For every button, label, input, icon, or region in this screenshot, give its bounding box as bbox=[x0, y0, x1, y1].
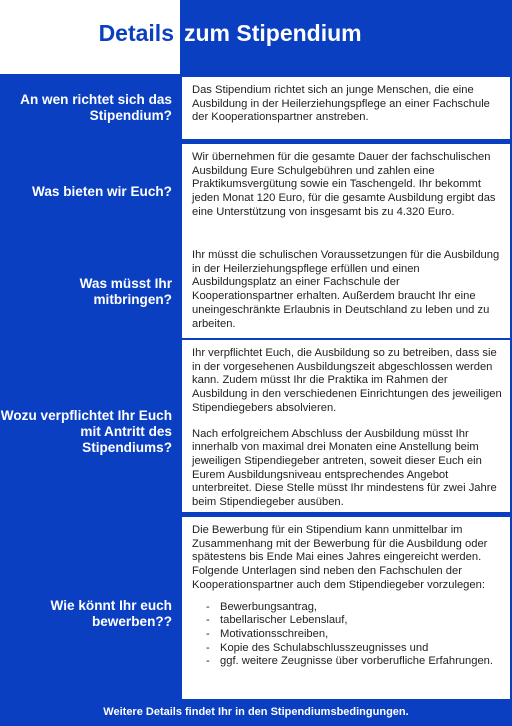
answer-text: Nach erfolgreichem Abschluss der Ausbildung müsst Ihr innerhalb von maximal drei Monaten eine Anstellung beim jeweiligen Stipendiegeber antreten, soweit dieser Euch ein Eurem Ausbildungsniveau entsprechendes Angebot unterbreitet. Diese Stelle müsst Ihr mindestens für zwei Jahre beim Stipendiegeber ausüben. bbox=[192, 427, 497, 509]
page-title-part1: Details bbox=[98, 20, 174, 46]
list-item-text: tabellarischer Lebenslauf, bbox=[220, 614, 348, 627]
document-list bbox=[192, 601, 504, 670]
list-item-text: Bewerbungsantrag, bbox=[220, 600, 318, 613]
list-item bbox=[192, 655, 504, 669]
bullet-marker: - bbox=[206, 641, 210, 654]
content-area bbox=[0, 74, 512, 726]
bullet-marker: - bbox=[206, 600, 210, 613]
answer-card-application bbox=[182, 517, 510, 699]
question-audience: An wen richtet sich das Stipendium? bbox=[20, 92, 172, 123]
header-left-panel bbox=[0, 0, 180, 74]
answer-text: Wir übernehmen für die gesamte Dauer der fachschulischen Ausbildung Eure Schulgebühren und zahlen eine Praktikumsvergütung sowie ein Taschengeld. Ihr bekommt jeden Monat 120 Euro, für die gesamte Ausbildung ergibt das eine Unterstützung von insgesamt bis zu 4.320 Euro. bbox=[192, 151, 496, 218]
list-item bbox=[192, 628, 504, 642]
bullet-marker: - bbox=[206, 627, 210, 640]
list-item-text: Kopie des Schulabschlusszeugnisses und bbox=[220, 641, 429, 654]
list-item bbox=[192, 642, 504, 656]
list-item bbox=[192, 614, 504, 628]
header-right-panel bbox=[180, 0, 512, 74]
question-obligations: Wozu verpflichtet Ihr Euch mit Antritt des Stipendiums? bbox=[0, 408, 172, 455]
answer-text: Ihr müsst die schulischen Voraussetzungen für die Ausbildung in der Heilerziehungspflege erfüllen und einen Ausbildungsplatz an einer Fachschule der Kooperationspartner erhalten. Außerdem braucht Ihr eine uneingeschränkte Erlaubnis in Deutschland zu leben und zu arbeiten. bbox=[192, 249, 500, 330]
bullet-marker: - bbox=[206, 614, 210, 627]
question-offer: Was bieten wir Euch? bbox=[32, 184, 172, 199]
bullet-marker: - bbox=[206, 655, 210, 668]
answer-text: Die Bewerbung für ein Stipendium kann unmittelbar im Zusammenhang mit der Bewerbung für die Ausbildung oder spätestens bis Ende Mai eines Jahres eingereicht werden. Folgende Unterlagen sind neben den Fachschulen der Kooperationspartner auch dem Stipendiegeber vorzulegen: bbox=[192, 524, 488, 591]
answer-card-audience bbox=[182, 77, 510, 139]
answers-column bbox=[180, 74, 512, 726]
footer-note: Weitere Details findet Ihr in den Stipendiumsbedingungen. bbox=[103, 706, 409, 718]
answer-card-requirements bbox=[182, 242, 510, 338]
answer-card-obligations bbox=[182, 340, 510, 512]
answer-text: Ihr verpflichtet Euch, die Ausbildung so zu betreiben, dass sie in der vorgesehenen Ausbildungszeit abgeschlossen werden kann. Zudem müsst Ihr die Praktika im Rahmen der Ausbildung in den verschiedenen Einrichtungen des jeweiligen Stipendiegebers absolvieren. bbox=[192, 347, 502, 414]
question-requirements: Was müsst Ihr mitbringen? bbox=[79, 276, 172, 307]
questions-column bbox=[0, 74, 180, 726]
question-application: Wie könnt Ihr euch bewerben?? bbox=[50, 598, 172, 629]
header bbox=[0, 0, 512, 74]
page-title-part2: zum Stipendium bbox=[184, 20, 362, 46]
list-item-text: Motivationsschreiben, bbox=[220, 627, 329, 640]
answer-text: Das Stipendium richtet sich an junge Menschen, die eine Ausbildung in der Heilerziehungspflege an einer Fachschule der Kooperationspartner anstreben. bbox=[192, 84, 490, 124]
answer-card-offer bbox=[182, 144, 510, 246]
list-item-text: ggf. weitere Zeugnisse über vorberufliche Erfahrungen. bbox=[220, 655, 494, 668]
list-item bbox=[192, 601, 504, 615]
